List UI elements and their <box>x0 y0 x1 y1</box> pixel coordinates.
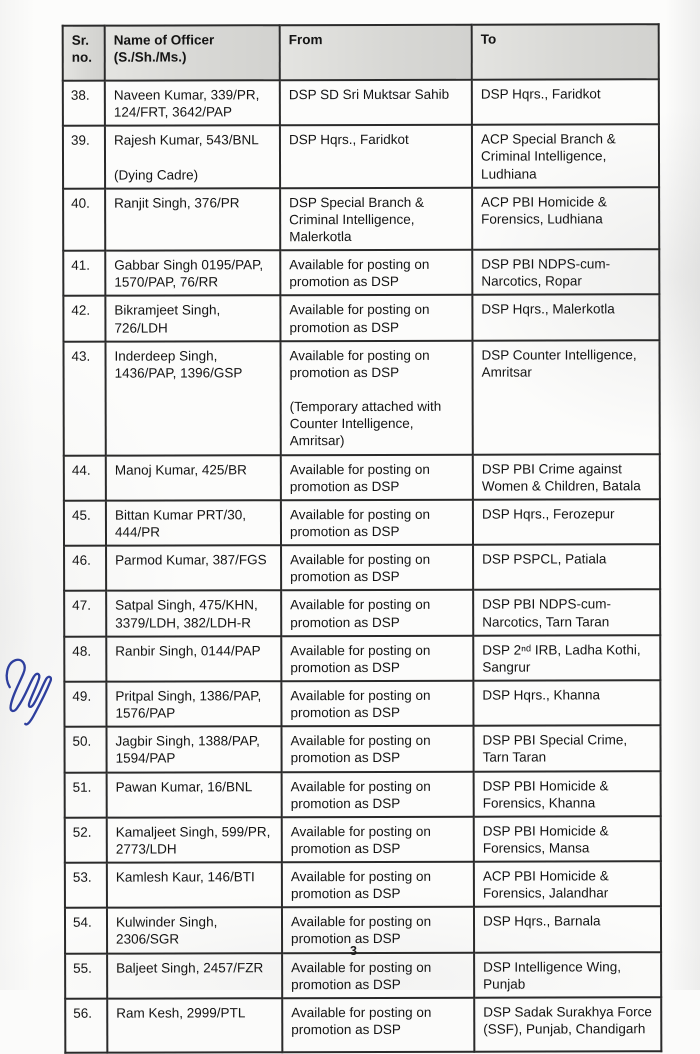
sr-cell: 50. <box>64 727 106 772</box>
from-cell: Available for posting on promotion as DSP <box>281 500 473 546</box>
sr-cell: 38. <box>63 81 105 126</box>
table-row <box>63 79 659 126</box>
sr-cell: 39. <box>63 126 105 189</box>
table-row <box>64 454 660 501</box>
officer-name-cell: Bikramjeet Singh, 726/LDH <box>105 296 280 342</box>
header-row <box>63 24 659 81</box>
from-cell: Available for posting on promotion as DSP <box>281 545 473 591</box>
officer-name-cell: Pritpal Singh, 1386/PAP, 1576/PAP <box>106 681 281 727</box>
officer-name-cell: Satpal Singh, 475/KHN, 3379/LDH, 382/LDH-R <box>106 591 281 637</box>
to-cell: DSP PBI Homicide & Forensics, Mansa <box>474 816 661 862</box>
to-cell: DSP 2ⁿᵈ IRB, Ladha Kothi, Sangrur <box>473 635 660 681</box>
to-cell: DSP Hqrs., Khanna <box>473 680 660 726</box>
officer-name-cell: Ranbir Singh, 0144/PAP <box>106 636 281 682</box>
to-cell: DSP PBI Crime against Women & Children, Batala <box>473 454 660 500</box>
to-cell: DSP PBI Homicide & Forensics, Khanna <box>474 771 661 817</box>
officer-name-cell: Jagbir Singh, 1388/PAP, 1594/PAP <box>106 726 281 772</box>
from-cell: Available for posting on promotion as DSP <box>280 295 472 341</box>
officer-name-cell: Kulwinder Singh, 2306/SGR <box>107 908 282 954</box>
table-row <box>65 997 661 1053</box>
header-to: To <box>472 24 659 79</box>
sr-cell: 42. <box>63 296 105 341</box>
sr-cell: 47. <box>64 591 106 636</box>
table-header <box>63 24 659 81</box>
to-cell: DSP Hqrs., Faridkot <box>472 79 659 125</box>
from-cell: Available for posting on promotion as DSP <box>282 907 474 953</box>
to-cell: ACP Special Branch & Criminal Intelligence, Ludhiana <box>472 125 659 188</box>
officer-name-cell: Inderdeep Singh, 1436/PAP, 1396/GSP <box>105 341 280 455</box>
sr-cell: 43. <box>63 341 105 455</box>
handwritten-signature <box>3 648 61 736</box>
from-cell: Available for posting on promotion as DSP <box>280 250 472 296</box>
to-cell: ACP PBI Homicide & Forensics, Jalandhar <box>474 861 661 907</box>
table-row <box>64 680 660 727</box>
officer-name-cell: Rajesh Kumar, 543/BNL (Dying Cadre) <box>105 125 280 188</box>
sr-cell: 52. <box>65 817 107 862</box>
from-cell: Available for posting on promotion as DSP <box>282 998 474 1053</box>
sr-cell: 55. <box>65 953 107 998</box>
table-row <box>65 771 661 818</box>
to-cell: DSP Hqrs., Ferozepur <box>473 499 660 545</box>
table-row <box>63 340 659 455</box>
officer-name-cell: Bittan Kumar PRT/30, 444/PR <box>106 500 281 546</box>
sr-cell: 48. <box>64 636 106 681</box>
from-cell: Available for posting on promotion as DSP <box>282 862 474 908</box>
officer-name-cell: Kamaljeet Singh, 599/PR, 2773/LDH <box>107 817 282 863</box>
to-cell: DSP Hqrs., Malerkotla <box>472 295 659 341</box>
officer-table-body <box>63 79 662 1052</box>
table-row <box>65 816 661 863</box>
to-cell: DSP PBI NDPS-cum-Narcotics, Tarn Taran <box>473 590 660 636</box>
from-cell: Available for posting on promotion as DSP <box>282 816 474 862</box>
from-cell: Available for posting on promotion as DSP <box>281 590 473 636</box>
sr-cell: 53. <box>65 863 107 908</box>
sr-cell: 45. <box>64 500 106 545</box>
officer-name-cell: Ram Kesh, 2999/PTL <box>107 998 282 1052</box>
from-cell: Available for posting on promotion as DSP <box>281 635 473 681</box>
from-cell: Available for posting on promotion as DSP <box>282 771 474 817</box>
table-row <box>63 295 659 342</box>
to-cell: DSP Intelligence Wing, Punjab <box>474 952 661 998</box>
officer-name-cell: Baljeet Singh, 2457/FZR <box>107 953 282 999</box>
to-cell: DSP Sadak Surakhya Force (SSF), Punjab, Chandigarh <box>474 997 661 1051</box>
table-row <box>64 635 660 682</box>
to-cell: DSP PBI NDPS-cum-Narcotics, Ropar <box>472 249 659 295</box>
officer-name-cell: Manoj Kumar, 425/BR <box>106 455 281 501</box>
table-row <box>64 590 660 637</box>
header-sr-no: Sr. no. <box>63 26 105 81</box>
officer-name-cell: Parmod Kumar, 387/FGS <box>106 545 281 591</box>
to-cell: DSP PBI Special Crime, Tarn Taran <box>473 725 660 771</box>
table-row <box>63 187 659 251</box>
to-cell: DSP Hqrs., Barnala <box>474 907 661 953</box>
officer-name-cell: Gabbar Singh 0195/PAP, 1570/PAP, 76/RR <box>105 250 280 296</box>
table-row <box>64 725 660 772</box>
page-number: 3 <box>350 944 357 958</box>
table-row <box>65 907 661 954</box>
table-row <box>65 861 661 908</box>
from-cell: DSP Special Branch & Criminal Intelligence, Malerkotla <box>280 187 472 250</box>
table-row <box>63 125 659 189</box>
sr-cell: 51. <box>65 772 107 817</box>
table-row <box>65 952 661 999</box>
from-cell: Available for posting on promotion as DSP <box>281 681 473 727</box>
from-cell: DSP Hqrs., Faridkot <box>280 125 472 188</box>
sr-cell: 46. <box>64 546 106 591</box>
sr-cell: 49. <box>64 682 106 727</box>
header-name-of-officer: Name of Officer (S./Sh./Ms.) <box>105 25 280 80</box>
officer-transfer-table <box>62 23 663 1053</box>
from-cell: Available for posting on promotion as DSP (Temporary attached with Counter Intelligence, Amritsar) <box>280 340 472 454</box>
officer-name-cell: Ranjit Singh, 376/PR <box>105 188 280 251</box>
from-cell: Available for posting on promotion as DSP <box>282 952 474 998</box>
to-cell: DSP PSPCL, Patiala <box>473 544 660 590</box>
officer-name-cell: Kamlesh Kaur, 146/BTI <box>107 862 282 908</box>
to-cell: ACP PBI Homicide & Forensics, Ludhiana <box>472 187 659 250</box>
sr-cell: 56. <box>65 999 107 1053</box>
from-cell: Available for posting on promotion as DSP <box>281 454 473 500</box>
sr-cell: 41. <box>63 251 105 296</box>
sr-cell: 40. <box>63 188 105 251</box>
table-row <box>64 544 660 591</box>
from-cell: Available for posting on promotion as DSP <box>281 726 473 772</box>
sr-cell: 54. <box>65 908 107 953</box>
officer-name-cell: Pawan Kumar, 16/BNL <box>107 772 282 818</box>
sr-cell: 44. <box>64 455 106 500</box>
to-cell: DSP Counter Intelligence, Amritsar <box>472 340 659 454</box>
header-from: From <box>280 25 472 81</box>
from-cell: DSP SD Sri Muktsar Sahib <box>280 80 472 126</box>
officer-name-cell: Naveen Kumar, 339/PR, 124/FRT, 3642/PAP <box>105 80 280 126</box>
table-row <box>64 499 660 546</box>
table-row <box>63 249 659 296</box>
